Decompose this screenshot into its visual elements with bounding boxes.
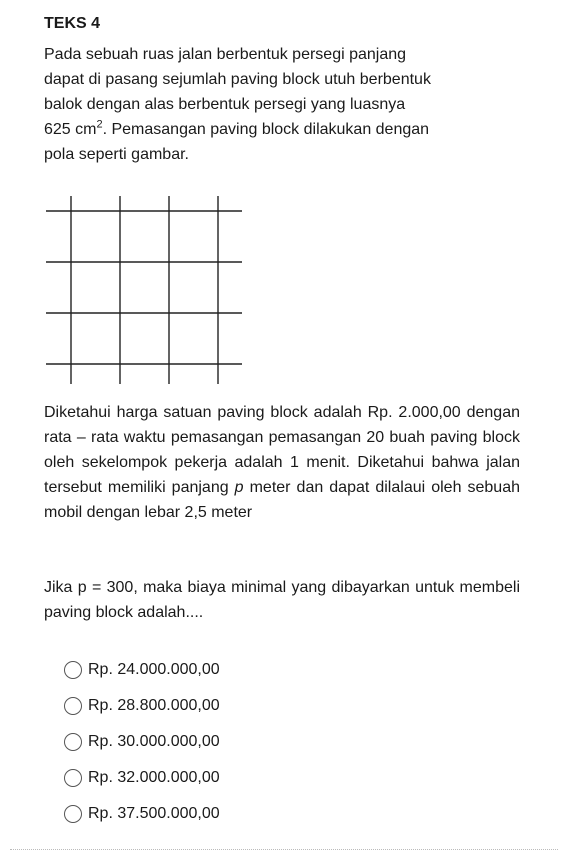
answer-option-d[interactable] [64, 760, 220, 796]
details-text-2: meter dan dapat dilalaui oleh sebuah mobil dengan lebar 2,5 meter [44, 479, 520, 521]
intro-line-5: pola seperti gambar. [44, 146, 189, 163]
question-title: TEKS 4 [44, 15, 101, 32]
question-paragraph-intro [44, 42, 520, 167]
radio-button[interactable] [64, 697, 82, 715]
answer-option-label: Rp. 28.800.000,00 [88, 697, 220, 714]
radio-button[interactable] [64, 733, 82, 751]
question-paragraph-details [44, 400, 520, 525]
area-exponent: 2 [96, 118, 103, 131]
answer-option-e[interactable] [64, 796, 220, 832]
answer-option-label: Rp. 24.000.000,00 [88, 661, 220, 678]
answer-option-label: Rp. 32.000.000,00 [88, 769, 220, 786]
answer-option-label: Rp. 30.000.000,00 [88, 733, 220, 750]
length-variable: p [234, 479, 244, 496]
radio-button[interactable] [64, 769, 82, 787]
intro-line-1: Pada sebuah ruas jalan berbentuk persegi panjang [44, 46, 407, 63]
intro-line-4 [44, 117, 520, 142]
radio-button[interactable] [64, 661, 82, 679]
intro-line-2: dapat di pasang sejumlah paving block utuh berbentuk [44, 71, 431, 88]
intro-line-3: balok dengan alas berbentuk persegi yang luasnya [44, 96, 406, 113]
question-prompt: Jika p = 300, maka biaya minimal yang dibayarkan untuk membeli paving block adalah.... [44, 579, 520, 621]
answer-options [64, 652, 220, 832]
radio-button[interactable] [64, 805, 82, 823]
details-text-1: Diketahui harga satuan paving block adalah Rp. 2.000,00 dengan rata – rata waktu pemasangan pemasangan 20 buah paving block oleh sekelompok pekerja adalah 1 menit. Diketahui bahwa jalan tersebut memiliki panjang [44, 404, 520, 496]
answer-option-label: Rp. 37.500.000,00 [88, 805, 220, 822]
answer-option-c[interactable] [64, 724, 220, 760]
bottom-divider [10, 849, 558, 850]
paving-grid-figure [44, 196, 244, 386]
answer-option-b[interactable] [64, 688, 220, 724]
answer-option-a[interactable] [64, 652, 220, 688]
intro-line-4-rest: . Pemasangan paving block dilakukan dengan [102, 121, 430, 138]
area-value: 625 cm [44, 121, 97, 138]
